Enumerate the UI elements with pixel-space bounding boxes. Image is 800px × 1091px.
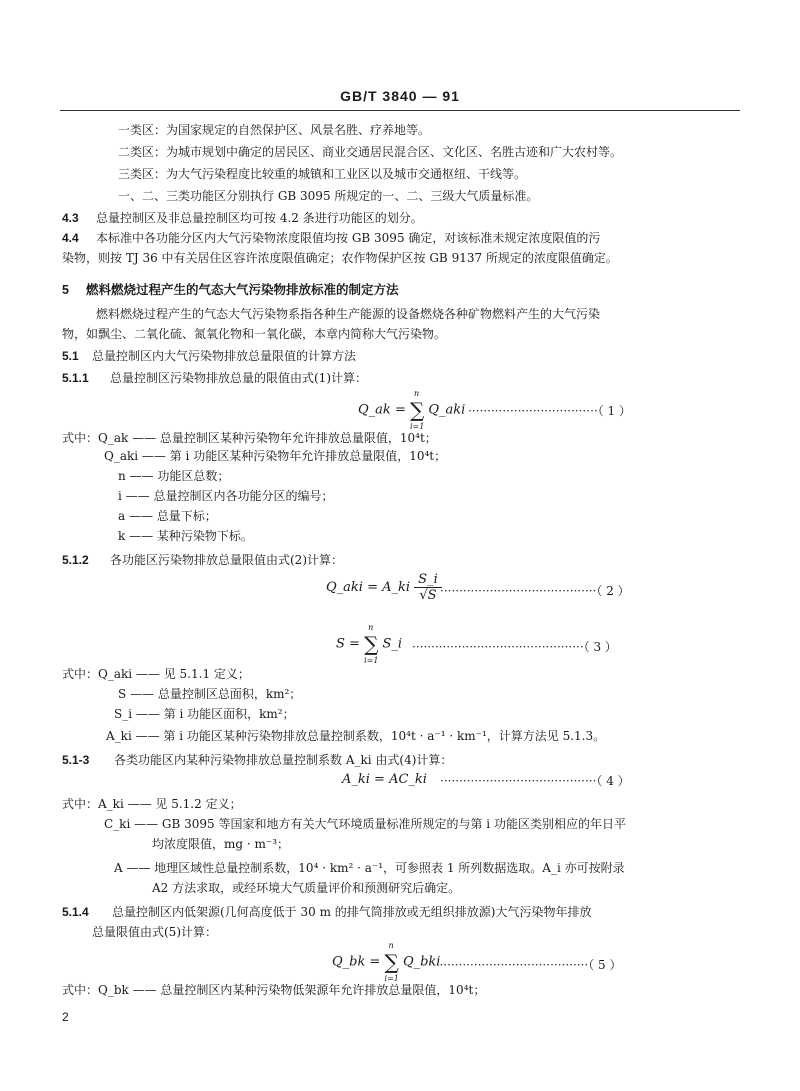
clause-number: 5.1.1 [62, 371, 89, 385]
equation-1: Q_ak = ∑ n i=1 Q_aki [358, 389, 466, 431]
equation-number: ·········································（ 2 ） [440, 584, 630, 598]
equation-number: ··········································（ 5 ） [428, 958, 622, 972]
text-line: 二类区：为城市规划中确定的居民区、商业交通居民混合区、文化区、名胜古迹和广大农村等。 [118, 145, 623, 159]
text-line: 总量控制区污染物排放总量的限值由式(1)计算： [110, 371, 367, 385]
where-line: 均浓度限值，mg · m⁻³； [152, 837, 290, 851]
equation-lhs: Q_aki = A_ki [326, 580, 411, 595]
text-line: 总量控制区内低架源(几何高度低于 30 m 的排气筒排放或无组织排放源)大气污染物年排放 [112, 905, 592, 919]
equation-rhs: Q_bki [402, 954, 441, 970]
header-rule [60, 110, 740, 111]
where-line: A2 方法求取，或经环境大气质量评价和预测研究后确定。 [152, 881, 461, 895]
text-line: 燃料燃烧过程产生的气态大气污染物系指各种生产能源的设备燃烧各种矿物燃料产生的大气污染 [96, 307, 601, 321]
summation-symbol: ∑ n i=1 [364, 623, 379, 665]
equation-lhs: Q_bk [332, 954, 366, 970]
standard-header: GB/T 3840 — 91 [340, 88, 460, 104]
where-line: C_ki —— GB 3095 等国家和地方有关大气环境质量标准所规定的与第 i 功能区类别相应的年日平 [104, 817, 626, 831]
where-line: Q_aki —— 第 i 功能区某种污染物年允许排放总量限值，10⁴t； [104, 449, 447, 463]
summation-symbol: ∑ n i=1 [409, 389, 425, 431]
equation-3: S = ∑ n i=1 S_i [336, 623, 403, 665]
equation-4: A_ki = AC_ki [342, 772, 427, 787]
text-line: 染物，则按 TJ 36 中有关居住区容许浓度限值确定；农作物保护区按 GB 9137 所规定的浓度限值确定。 [62, 251, 618, 265]
where-line: A —— 地理区域性总量控制系数，10⁴ · km² · a⁻¹，可参照表 1 所列数据选取。A_i 亦可按附录 [114, 861, 625, 875]
text-line: 物，如飘尘、二氧化硫、氮氧化物和一氧化碳，本章内简称大气污染物。 [62, 327, 447, 341]
clause-number: 4.3 [62, 211, 79, 225]
section-number: 5 [62, 283, 69, 297]
text-line: 总量控制区内大气污染物排放总量限值的计算方法 [92, 349, 357, 363]
text-line: 三类区：为大气污染程度比较重的城镇和工业区以及城市交通枢纽、干线等。 [118, 167, 527, 181]
text-line: 一、二、三类功能区分别执行 GB 3095 所规定的一、二、三级大气质量标准。 [118, 189, 539, 203]
equation-number: ·············································（ 3 ） [412, 640, 617, 654]
text-line: 总量控制区及非总量控制区均可按 4.2 条进行功能区的划分。 [96, 211, 423, 225]
equation-rhs: Q_aki [428, 402, 466, 418]
where-line: k —— 某种污染物下标。 [118, 529, 253, 543]
equation-number: ··································（ 1 ） [468, 404, 631, 418]
summation-symbol: ∑ n i=1 [384, 941, 399, 983]
where-line: i —— 总量控制区内各功能分区的编号； [118, 489, 334, 503]
text-line: 总量限值由式(5)计算： [92, 925, 217, 939]
where-line: n —— 功能区总数； [118, 469, 230, 483]
clause-number: 5.1.2 [62, 553, 89, 567]
clause-number: 5.1 [62, 349, 79, 363]
where-line: S_i —— 第 i 功能区面积，km²； [114, 707, 295, 721]
clause-number: 5.1-3 [62, 753, 90, 767]
where-line: S —— 总量控制区总面积，km²； [118, 687, 302, 701]
where-line: 式中：Q_aki —— 见 5.1.1 定义； [62, 667, 250, 681]
page-number: 2 [62, 1010, 69, 1024]
clause-number: 5.1.4 [62, 905, 89, 919]
equation-5: Q_bk = ∑ n i=1 Q_bki [332, 941, 441, 983]
text-line: 本标准中各功能分区内大气污染物浓度限值均按 GB 3095 确定，对该标准未规定浓度限值的污 [96, 231, 601, 245]
equation-2 [326, 572, 442, 603]
where-line: 式中：A_ki —— 见 5.1.2 定义； [62, 797, 242, 811]
where-line: A_ki —— 第 i 功能区某种污染物排放总量控制系数，10⁴t · a⁻¹ · km⁻¹，计算方法见 5.1.3。 [106, 729, 606, 743]
equation-number: ·········································（ 4 ） [440, 774, 630, 788]
text-line: 各类功能区内某种污染物排放总量控制系数 A_ki 由式(4)计算： [114, 753, 453, 767]
text-line: 一类区：为国家规定的自然保护区、风景名胜、疗养地等。 [118, 123, 431, 137]
equation-lhs: Q_ak [358, 402, 391, 418]
equation-rhs: S_i [382, 636, 403, 652]
fraction: $\frac{S\_i}{√S}$ [414, 572, 442, 603]
equation-lhs: S [336, 636, 345, 652]
where-line: 式中：Q_ak —— 总量控制区某种污染物年允许排放总量限值，10⁴t； [62, 431, 437, 445]
clause-number: 4.4 [62, 231, 79, 245]
text-line: 各功能区污染物排放总量限值由式(2)计算： [110, 553, 343, 567]
where-line: a —— 总量下标； [118, 509, 217, 523]
where-line: 式中：Q_bk —— 总量控制区内某种污染物低架源年允许排放总量限值，10⁴t； [62, 983, 486, 997]
section-title: 燃料燃烧过程产生的气态大气污染物排放标准的制定方法 [86, 283, 399, 297]
